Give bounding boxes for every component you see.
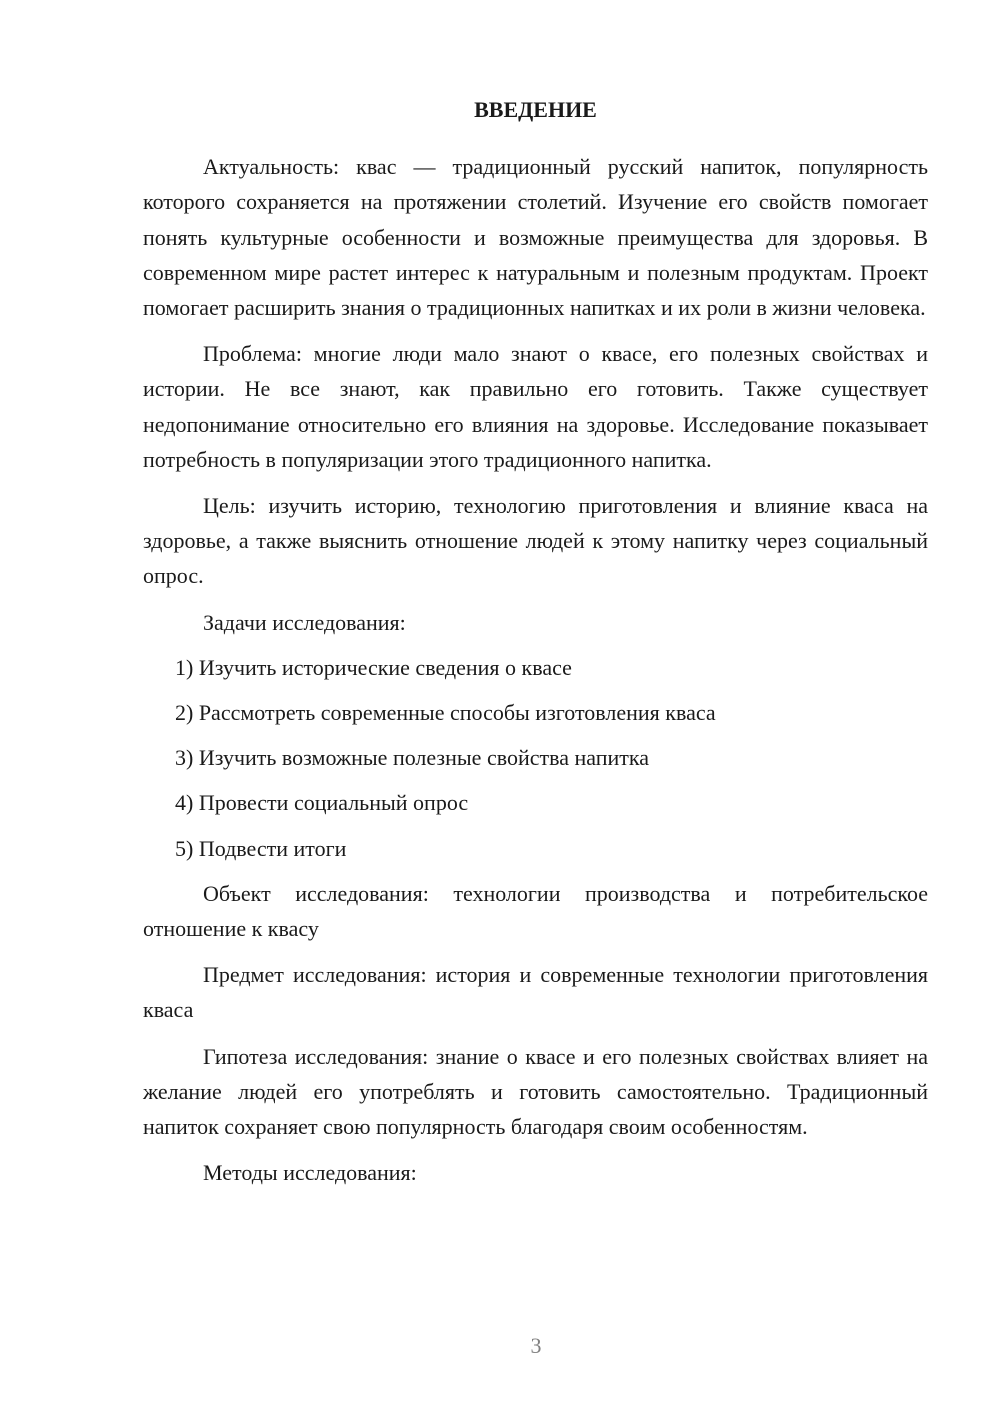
document-page [143,92,928,1200]
goal-paragraph: Цель: изучить историю, технологию приготовления и влияние кваса на здоровье, а также выяснить отношение людей к этому напитку через социальный опрос. [143,493,928,589]
section-title: ВВЕДЕНИЕ [474,97,597,122]
list-item: 1) Изучить исторические сведения о квасе [175,654,572,680]
tasks-list [143,650,928,866]
page-number: 3 [530,1333,542,1358]
list-item: 2) Рассмотреть современные способы изготовления кваса [175,700,716,726]
list-item: 4) Провести социальный опрос [175,790,469,816]
relevance-paragraph: Актуальность: квас — традиционный русский напиток, популярность которого сохраняется на протяжении столетий. Изучение его свойств помогает понять культурные особенности и возможные преимущества для здоровья. В современном мире растет интерес к натуральным и полезным продуктам. Проект помогает расширить знания о традиционных напитках и их роли в жизни человека. [143,154,928,321]
hypothesis-paragraph: Гипотеза исследования: знание о квасе и его полезных свойствах влияет на желание людей его употреблять и готовить самостоятельно. Традиционный напиток сохраняет свою популярность благодаря своим особенностям. [143,1043,928,1140]
tasks-heading: Задачи исследования: [203,609,406,635]
methods-heading: Методы исследования: [203,1160,417,1186]
subject-paragraph: Предмет исследования: история и современные технологии приготовления кваса [143,962,928,1023]
list-item: 5) Подвести итоги [175,835,347,861]
object-paragraph: Объект исследования: технологии производства и потребительское отношение к квасу [143,880,928,942]
list-item: 3) Изучить возможные полезные свойства напитка [175,745,649,771]
problem-paragraph: Проблема: многие люди мало знают о квасе, его полезных свойствах и истории. Не все знают, как правильно его готовить. Также существует недопонимание относительно его влияния на здоровье. Исследование показывает потребность в популяризации этого традиционного напитка. [143,341,928,472]
